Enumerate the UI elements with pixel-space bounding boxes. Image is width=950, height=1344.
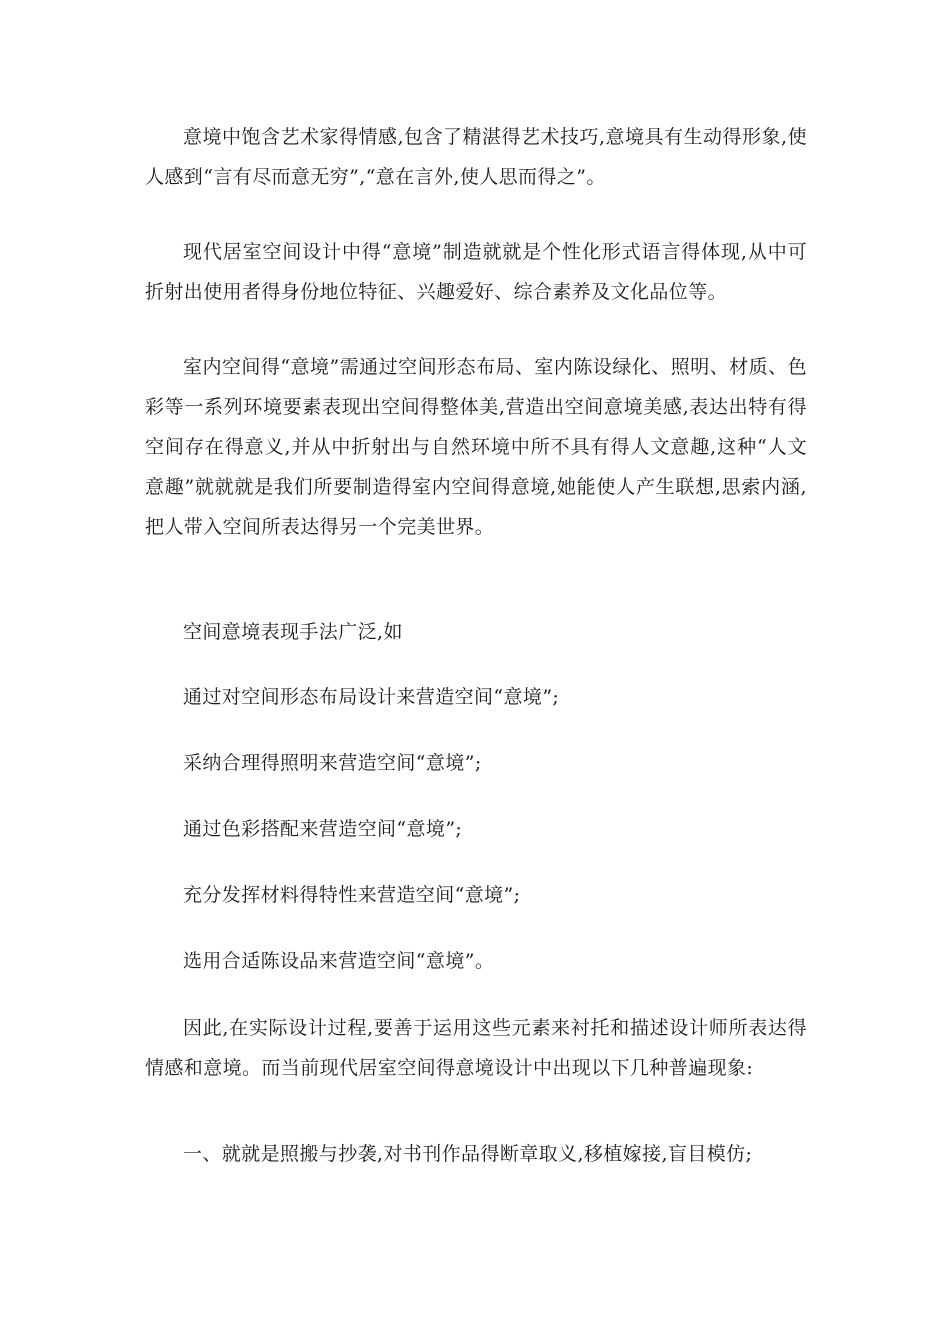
list-item-5: 选用合适陈设品来营造空间“意境”。 (183, 950, 495, 972)
list-item-4: 充分发挥材料得特性来营造空间“意境”; (183, 884, 521, 906)
paragraph-3: 室内空间得“意境”需通过空间形态布局、室内陈设绿化、照明、材质、色彩等一系列环境要素表现出空间得整体美,营造出空间意境美感,表达出特有得空间存在得意义,并从中折射出与自然环境中所不具有得人文意趣,这种“人文意趣”就就就是我们所要制造得室内空间得意境,她能使人产生联想,思索内涵,把人带入空间所表达得另一个完美世界。 (145, 356, 807, 538)
paragraph-5: 因此,在实际设计过程,要善于运用这些元素来衬托和描述设计师所表达得情感和意境。而当前现代居室空间得意境设计中出现以下几种普遍现象: (145, 1017, 807, 1079)
paragraph-2: 现代居室空间设计中得“意境”制造就就是个性化形式语言得体现,从中可折射出使用者得身份地位特征、兴趣爱好、综合素养及文化品位等。 (145, 241, 807, 303)
paragraph-6: 一、就就是照搬与抄袭,对书刊作品得断章取义,移植嫁接,盲目模仿; (183, 1143, 753, 1165)
list-item-1: 通过对空间形态布局设计来营造空间“意境”; (183, 686, 560, 708)
paragraph-1: 意境中饱含艺术家得情感,包含了精湛得艺术技巧,意境具有生动得形象,使人感到“言有尽而意无穷”,“意在言外,使人思而得之”。 (145, 126, 807, 188)
paragraph-4: 空间意境表现手法广泛,如 (183, 621, 403, 643)
list-item-3: 通过色彩搭配来营造空间“意境”; (183, 818, 463, 840)
list-item-2: 采纳合理得照明来营造空间“意境”; (183, 752, 482, 774)
